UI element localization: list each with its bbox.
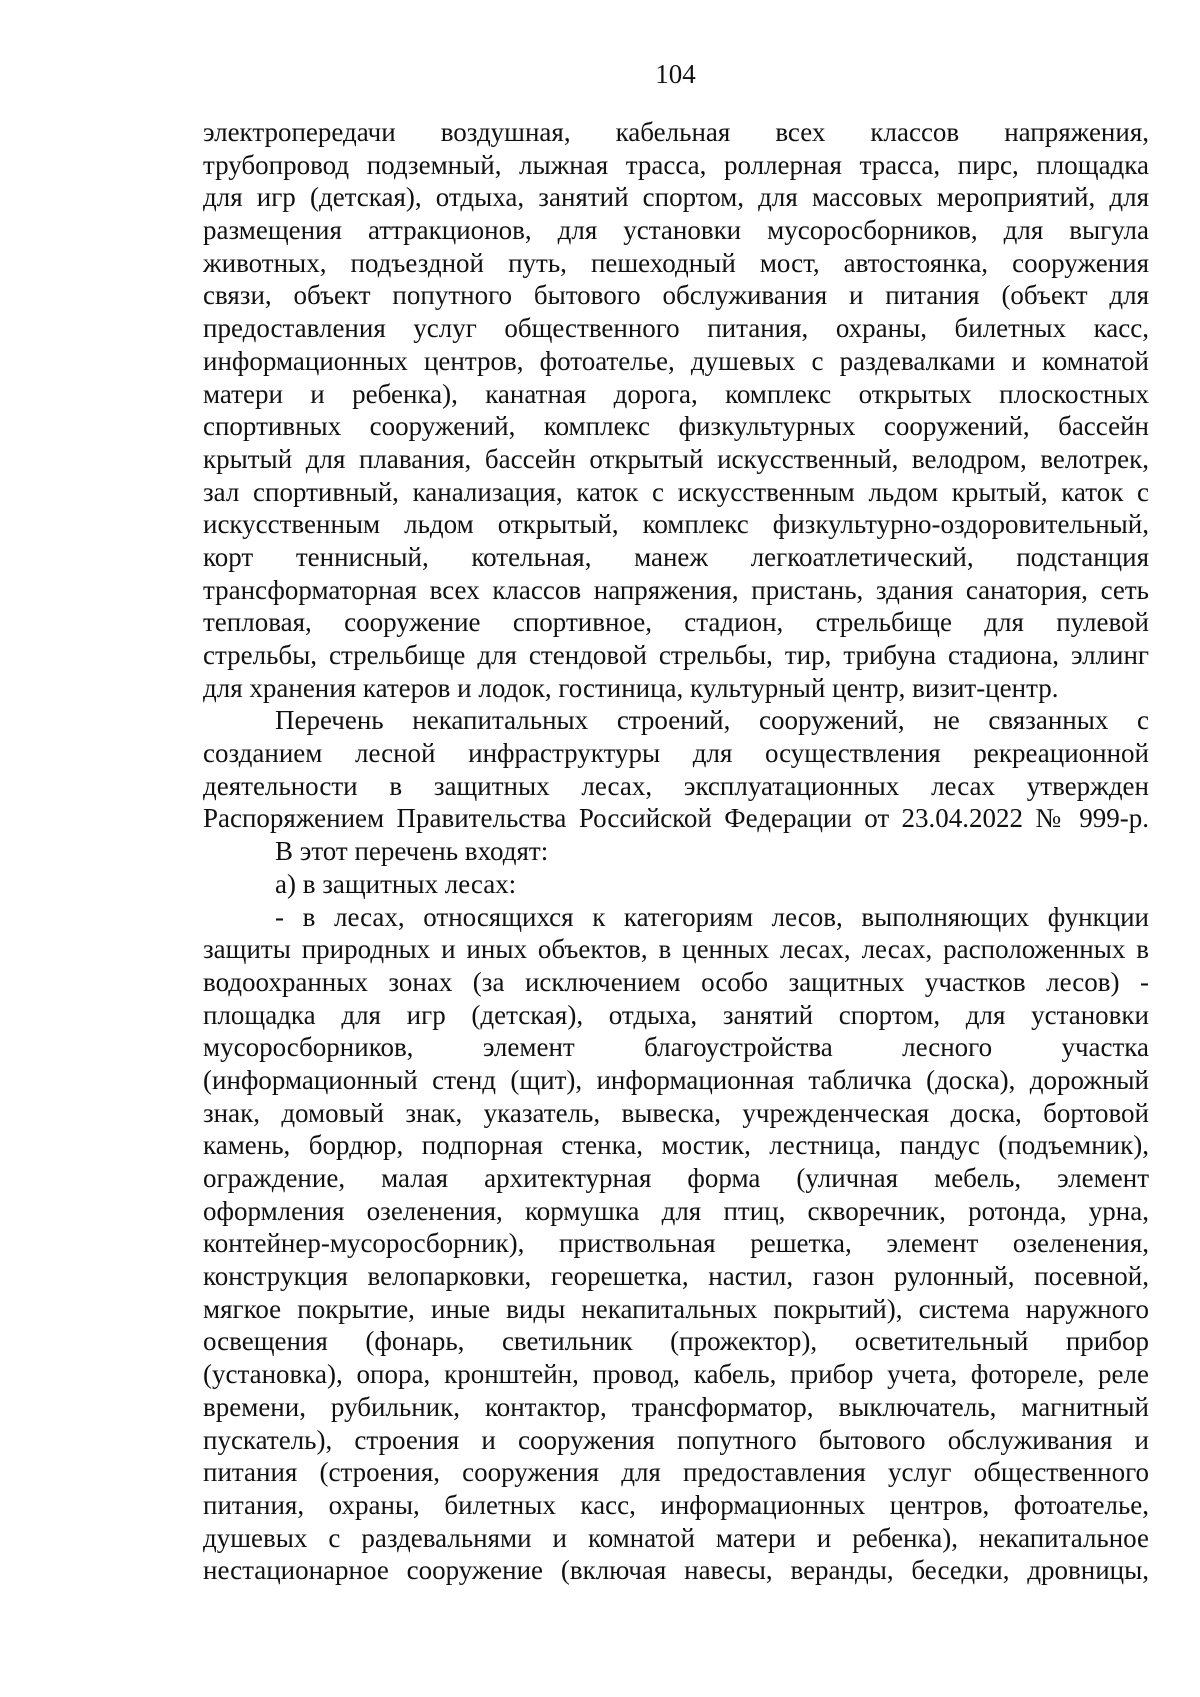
text-line: конструкция велопарковки, георешетка, настил, газон рулонный, посевной, bbox=[203, 1261, 1149, 1292]
text-line: водоохранных зонах (за исключением особо защитных участков лесов) - bbox=[203, 966, 1149, 997]
text-line: размещения аттракционов, для установки мусоросборников, для выгула bbox=[203, 215, 1149, 246]
text-line: ограждение, малая архитектурная форма (уличная мебель, элемент bbox=[203, 1163, 1149, 1193]
text-line: мусоросборников, элемент благоустройства лесного участка bbox=[203, 1032, 1149, 1063]
text-line: нестационарное сооружение (включая навесы, веранды, беседки, дровницы, bbox=[203, 1555, 1149, 1586]
text-line: трубопровод подземный, лыжная трасса, роллерная трасса, пирс, площадка bbox=[203, 149, 1149, 180]
text-line: стрельбы, стрельбище для стендовой стрельбы, тир, трибуна стадиона, эллинг bbox=[203, 640, 1149, 670]
text-line: животных, подъездной путь, пешеходный мост, автостоянка, сооружения bbox=[203, 247, 1149, 278]
text-line: пускатель), строения и сооружения попутного бытового обслуживания и bbox=[203, 1424, 1149, 1455]
text-line: спортивных сооружений, комплекс физкультурных сооружений, бассейн bbox=[203, 411, 1149, 442]
text-line: информационных центров, фотоателье, душевых с раздевалками и комнатой bbox=[203, 345, 1149, 376]
text-line: для хранения катеров и лодок, гостиница, культурный центр, визит-центр. bbox=[203, 672, 1059, 703]
text-line: (информационный стенд (щит), информационная табличка (доска), дорожный bbox=[203, 1064, 1149, 1095]
text-line: предоставления услуг общественного питания, охраны, билетных касс, bbox=[203, 313, 1149, 344]
text-line: связи, объект попутного бытового обслуживания и питания (объект для bbox=[203, 280, 1149, 311]
document-body-text bbox=[203, 116, 1149, 1587]
text-line: освещения (фонарь, светильник (прожектор), осветительный прибор bbox=[203, 1326, 1149, 1357]
text-line: Распоряжением Правительства Российской Федерации от 23.04.2022 № 999-р. bbox=[203, 803, 1149, 834]
text-line: Перечень некапитальных строений, сооружений, не связанных с bbox=[275, 705, 1149, 736]
text-line: защиты природных и иных объектов, в ценных лесах, лесах, расположенных в bbox=[203, 934, 1149, 965]
text-line: площадка для игр (детская), отдыха, занятий спортом, для установки bbox=[203, 999, 1149, 1030]
text-line: В этот перечень входят: bbox=[275, 836, 549, 867]
text-line: - в лесах, относящихся к категориям лесов, выполняющих функции bbox=[275, 901, 1149, 932]
text-line: созданием лесной инфраструктуры для осуществления рекреационной bbox=[203, 738, 1149, 769]
text-line: а) в защитных лесах: bbox=[275, 868, 517, 899]
text-line: деятельности в защитных лесах, эксплуатационных лесах утвержден bbox=[203, 770, 1149, 801]
text-line: времени, рубильник, контактор, трансформатор, выключатель, магнитный bbox=[203, 1391, 1149, 1422]
text-line: электропередачи воздушная, кабельная всех классов напряжения, bbox=[203, 117, 1149, 147]
text-line: крытый для плавания, бассейн открытый искусственный, велодром, велотрек, bbox=[203, 443, 1149, 474]
text-line: мягкое покрытие, иные виды некапитальных покрытий), система наружного bbox=[203, 1293, 1149, 1324]
text-line: питания, охраны, билетных касс, информационных центров, фотоателье, bbox=[203, 1489, 1149, 1520]
text-line: для игр (детская), отдыха, занятий спортом, для массовых мероприятий, для bbox=[203, 182, 1149, 213]
text-line: зал спортивный, канализация, каток с искусственным льдом крытый, каток с bbox=[203, 476, 1149, 507]
text-line: трансформаторная всех классов напряжения, пристань, здания санатория, сеть bbox=[203, 574, 1149, 605]
text-line: питания (строения, сооружения для предоставления услуг общественного bbox=[203, 1457, 1149, 1488]
text-line: душевых с раздевальнями и комнатой матери и ребенка), некапитальное bbox=[203, 1522, 1149, 1553]
text-line: (установка), опора, кронштейн, провод, кабель, прибор учета, фотореле, реле bbox=[203, 1359, 1149, 1390]
text-line: тепловая, сооружение спортивное, стадион, стрельбище для пулевой bbox=[203, 607, 1149, 638]
text-line: камень, бордюр, подпорная стенка, мостик, лестница, пандус (подъемник), bbox=[203, 1130, 1149, 1161]
text-line: искусственным льдом открытый, комплекс физкультурно-оздоровительный, bbox=[203, 509, 1149, 540]
text-line: матери и ребенка), канатная дорога, комплекс открытых плоскостных bbox=[203, 378, 1149, 409]
text-line: оформления озеленения, кормушка для птиц, скворечник, ротонда, урна, bbox=[203, 1195, 1149, 1226]
text-line: контейнер-мусоросборник), приствольная решетка, элемент озеленения, bbox=[203, 1228, 1149, 1259]
text-line: корт теннисный, котельная, манеж легкоатлетический, подстанция bbox=[203, 541, 1149, 572]
page-number: 104 bbox=[655, 59, 696, 89]
text-line: знак, домовый знак, указатель, вывеска, учрежденческая доска, бортовой bbox=[203, 1097, 1149, 1128]
